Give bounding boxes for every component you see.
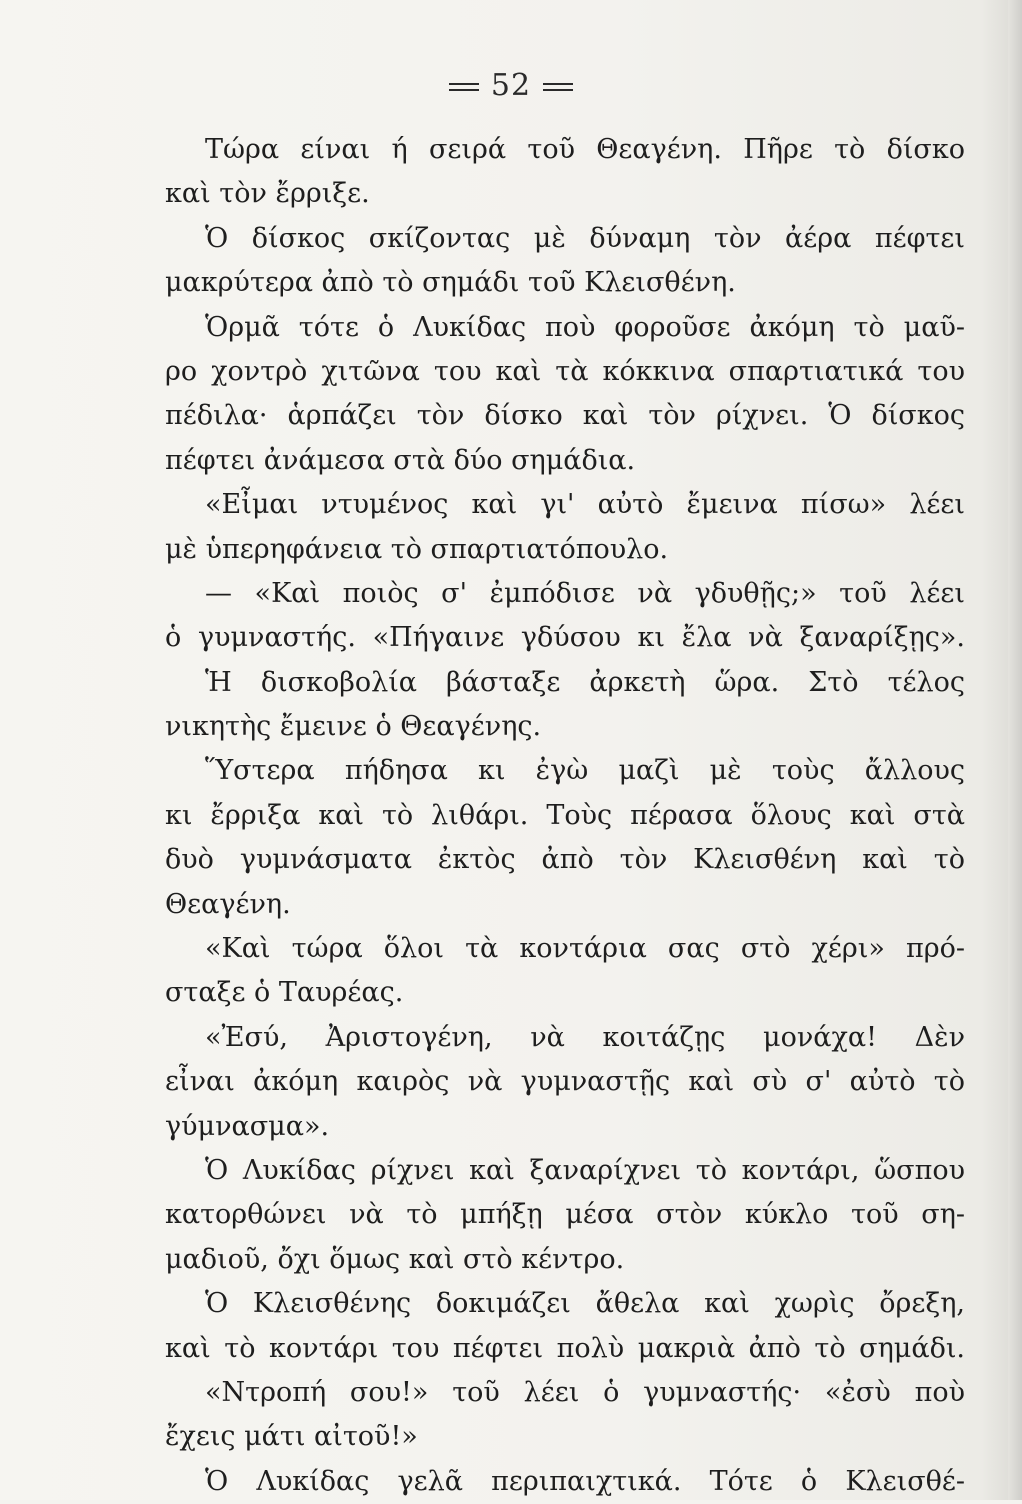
text-line: κι ἔρριξα καὶ τὸ λιθάρι. Τοὺς πέρασα ὅλους καὶ στὰ	[165, 799, 965, 831]
text-line: Ὕστερα πήδησα κι ἐγὼ μαζὶ μὲ τοὺς ἄλλους	[205, 755, 965, 787]
text-line: καὶ τὸν ἔρριξε.	[165, 178, 370, 210]
page-number-left-rule	[449, 83, 479, 91]
body-text	[165, 128, 965, 1504]
text-line: πέφτει ἀνάμεσα στὰ δύο σημάδια.	[165, 444, 636, 476]
text-line: μὲ ὑπερηφάνεια τὸ σπαρτιατόπουλο.	[165, 533, 669, 565]
text-line: εἶναι ἀκόμη καιρὸς νὰ γυμναστῇς καὶ σὺ σ' αὐτὸ τὸ	[165, 1066, 965, 1098]
text-line: σταξε ὁ Ταυρέας.	[165, 977, 404, 1009]
page-number-value: 52	[490, 68, 532, 103]
text-line: γύμνασμα».	[165, 1110, 330, 1142]
text-line: Ἡ δισκοβολία βάσταξε ἀρκετὴ ὥρα. Στὸ τέλος	[205, 666, 965, 698]
text-line: Τώρα είναι ή σειρά τοῦ Θεαγένη. Πῆρε τὸ δίσκο	[205, 134, 965, 165]
text-line: ὁ γυμναστής. «Πήγαινε γδύσου κι ἔλα νὰ ξαναρίξῃς».	[165, 622, 965, 654]
text-line: Ὁ Λυκίδας γελᾶ περιπαιχτικά. Τότε ὁ Κλεισθέ-	[205, 1465, 965, 1497]
text-line: Ὁ Κλεισθένης δοκιμάζει ἄθελα καὶ χωρὶς ὄρεξη,	[205, 1288, 965, 1320]
text-line: μαδιοῦ, ὄχι ὅμως καὶ στὸ κέντρο.	[165, 1243, 625, 1275]
text-line: Ὁ δίσκος σκίζοντας μὲ δύναμη τὸν ἀέρα πέφτει	[205, 222, 965, 254]
text-line: ἔχεις μάτι αἰτοῦ!»	[165, 1421, 418, 1453]
text-line: Θεαγένη.	[165, 888, 291, 920]
text-line: Ὁρμᾶ τότε ὁ Λυκίδας ποὺ φοροῦσε ἀκόμη τὸ μαῦ-	[205, 311, 965, 343]
text-line: — «Καὶ ποιὸς σ' ἐμπόδισε νὰ γδυθῇς;» τοῦ λέει	[205, 577, 965, 609]
page-number-right-rule	[543, 83, 573, 91]
text-line: καὶ τὸ κοντάρι του πέφτει πολὺ μακριὰ ἀπὸ τὸ σημάδι.	[165, 1332, 965, 1364]
text-line: νικητὴς ἔμεινε ὁ Θεαγένης.	[165, 711, 542, 743]
text-line: «Ἐσύ, Ἀριστογένη, νὰ κοιτάζῃς μονάχα! Δὲν	[205, 1021, 965, 1053]
text-line: «Εἶμαι ντυμένος καὶ γι' αὐτὸ ἔμεινα πίσω» λέει	[205, 489, 965, 521]
page-number	[0, 68, 1022, 103]
text-line: δυὸ γυμνάσματα ἐκτὸς ἀπὸ τὸν Κλεισθένη καὶ τὸ	[165, 844, 965, 876]
text-line: ρο χοντρὸ χιτῶνα του καὶ τὰ κόκκινα σπαρτιατικά του	[165, 355, 965, 387]
text-line: πέδιλα· ἁρπάζει τὸν δίσκο καὶ τὸν ρίχνει. Ὁ δίσκος	[165, 400, 965, 432]
text-line: «Ντροπή σου!» τοῦ λέει ὁ γυμναστής· «ἐσὺ ποὺ	[205, 1376, 965, 1408]
text-line: κατορθώνει νὰ τὸ μπήξῃ μέσα στὸν κύκλο τοῦ ση-	[165, 1199, 965, 1231]
text-line: «Καὶ τώρα ὅλοι τὰ κοντάρια σας στὸ χέρι» πρό-	[205, 933, 965, 965]
page-edge	[1008, 0, 1022, 1500]
text-line: Ὁ Λυκίδας ρίχνει καὶ ξαναρίχνει τὸ κοντάρι, ὥσπου	[205, 1154, 965, 1186]
text-line: μακρύτερα ἀπὸ τὸ σημάδι τοῦ Κλεισθένη.	[165, 267, 736, 299]
